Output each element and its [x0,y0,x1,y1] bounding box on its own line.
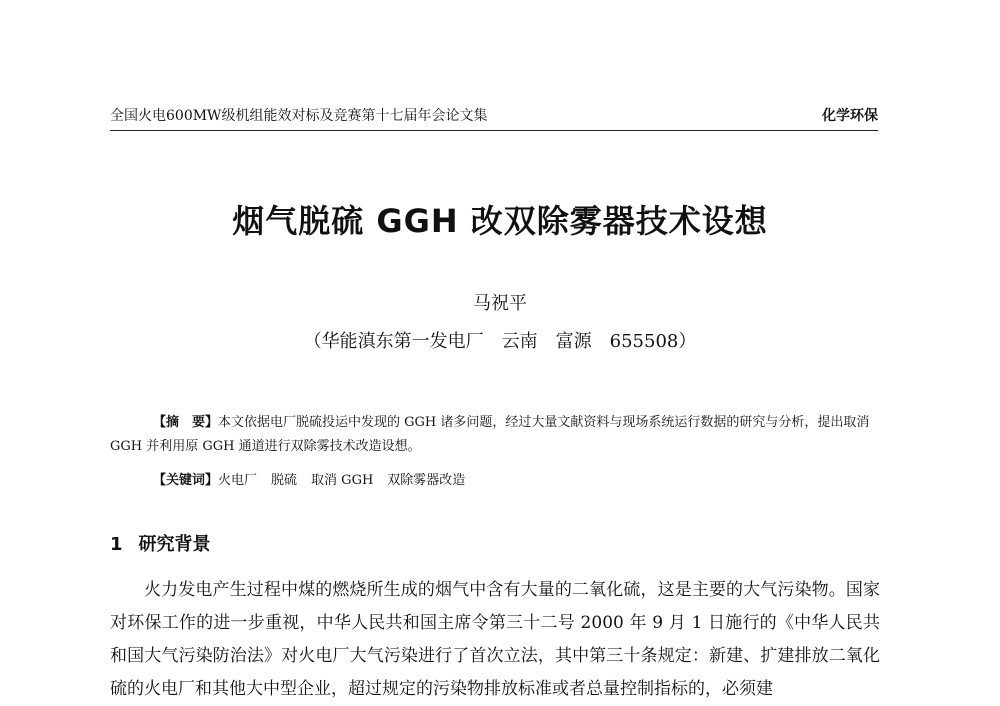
keyword: 取消 GGH [311,473,374,488]
keyword: 双除雾器改造 [387,473,466,488]
body-paragraph: 火力发电产生过程中煤的燃烧所生成的烟气中含有大量的二氧化硫，这是主要的大气污染物。国家对环保工作的进一步重视，中华人民共和国主席令第三十二号 2000 年 9 月 1 日施行的《中华人民共和国大气污染防治法》对火电厂大气污染进行了首次立法，其中第三十条规定：新建、扩建排放二氧化硫的火电厂和其他大中型企业，超过规定的污染物排放标准或者总量控制指标的，必须建 [110,580,880,699]
paper-title: 烟气脱硫 GGH 改双除雾器技术设想 [232,202,768,240]
abstract-text: 本文依据电厂脱硫投运中发现的 GGH 诸多问题，经过大量文献资料与现场系统运行数据的研究与分析，提出取消 GGH 并利用原 GGH 通道进行双除雾技术改造设想。 [110,415,870,454]
section-title: 研究背景 [138,534,211,555]
keywords-label: 【关键词】 [153,473,219,488]
header-proceedings-title: 全国火电600MW级机组能效对标及竞赛第十七届年会论文集 [110,108,488,124]
keyword: 火电厂 [218,473,258,488]
keyword: 脱硫 [271,473,298,488]
header-section-label: 化学环保 [822,108,878,124]
running-header [110,106,878,131]
section-number: 1 [110,534,123,555]
paper-author: 马祝平 [473,293,527,314]
keywords [153,470,873,492]
paper-affiliation: （华能滇东第一发电厂 云南 富源 655508） [303,331,697,352]
abstract-label: 【摘 要】 [153,415,219,430]
abstract [110,411,880,459]
section-heading [110,530,211,556]
